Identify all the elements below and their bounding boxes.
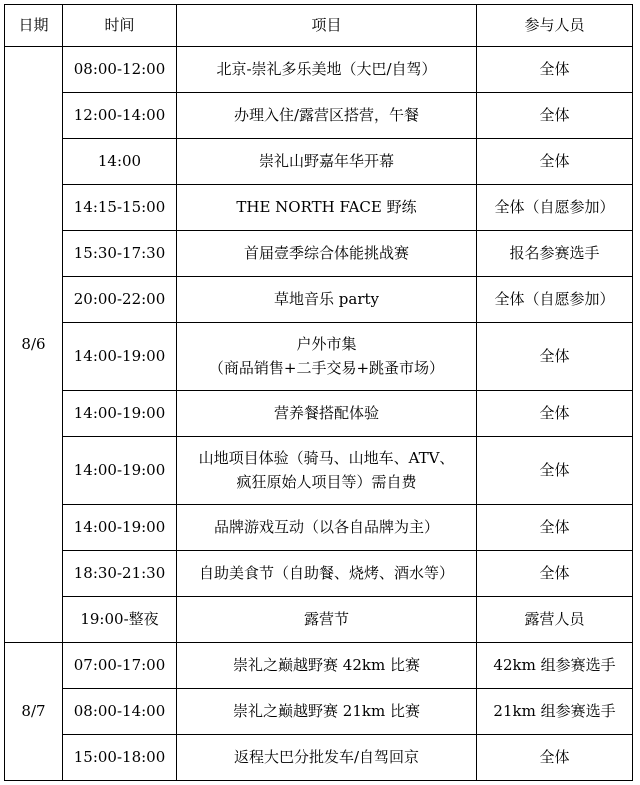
- table-row: [5, 231, 633, 277]
- item-line: 疯狂原始人项目等）需自费: [236, 472, 417, 491]
- table-row: [5, 391, 633, 437]
- table-row: [5, 437, 633, 505]
- item-line: 崇礼山野嘉年华开幕: [258, 151, 394, 170]
- participants-cell: 全体: [477, 139, 633, 185]
- schedule-table: [4, 4, 633, 781]
- item-cell: [177, 323, 477, 391]
- table-row: [5, 735, 633, 781]
- header-date: 日期: [5, 5, 63, 47]
- table-row: [5, 323, 633, 391]
- item-line: 办理入住/露营区搭营，午餐: [233, 105, 420, 124]
- participants-cell: 21km 组参赛选手: [477, 689, 633, 735]
- item-cell: [177, 93, 477, 139]
- time-cell: 14:00: [63, 139, 177, 185]
- participants-cell: 全体: [477, 551, 633, 597]
- item-cell: [177, 47, 477, 93]
- time-cell: 20:00-22:00: [63, 277, 177, 323]
- table-row: [5, 505, 633, 551]
- item-line: 自助美食节（自助餐、烧烤、酒水等）: [198, 563, 454, 582]
- participants-cell: 全体: [477, 323, 633, 391]
- table-row: [5, 47, 633, 93]
- time-cell: 12:00-14:00: [63, 93, 177, 139]
- item-line: 首届壹季综合体能挑战赛: [243, 243, 409, 262]
- time-cell: 07:00-17:00: [63, 643, 177, 689]
- item-cell: [177, 277, 477, 323]
- item-line: 露营节: [303, 609, 349, 628]
- time-cell: 14:15-15:00: [63, 185, 177, 231]
- table-row: [5, 139, 633, 185]
- time-cell: 14:00-19:00: [63, 391, 177, 437]
- item-cell: [177, 505, 477, 551]
- item-line: 品牌游戏互动（以各自品牌为主）: [213, 517, 439, 536]
- header-item: 项目: [177, 5, 477, 47]
- participants-cell: 42km 组参赛选手: [477, 643, 633, 689]
- table-row: [5, 551, 633, 597]
- item-cell: [177, 689, 477, 735]
- participants-cell: 露营人员: [477, 597, 633, 643]
- item-line: 草地音乐 party: [274, 289, 379, 308]
- table-row: [5, 597, 633, 643]
- item-line: 营养餐搭配体验: [273, 403, 379, 422]
- item-cell: [177, 231, 477, 277]
- table-row: [5, 277, 633, 323]
- item-line: 北京-崇礼多乐美地（大巴/自驾）: [216, 59, 437, 78]
- time-cell: 14:00-19:00: [63, 505, 177, 551]
- item-cell: [177, 139, 477, 185]
- participants-cell: 全体: [477, 505, 633, 551]
- item-line: 山地项目体验（骑马、山地车、ATV、: [198, 449, 455, 468]
- date-cell: 8/6: [5, 47, 63, 643]
- item-cell: [177, 391, 477, 437]
- time-cell: 19:00-整夜: [63, 597, 177, 643]
- participants-cell: 全体: [477, 47, 633, 93]
- time-cell: 14:00-19:00: [63, 437, 177, 505]
- item-cell: [177, 597, 477, 643]
- time-cell: 15:30-17:30: [63, 231, 177, 277]
- participants-cell: 全体: [477, 93, 633, 139]
- participants-cell: 全体（自愿参加）: [477, 185, 633, 231]
- participants-cell: 全体: [477, 735, 633, 781]
- time-cell: 08:00-14:00: [63, 689, 177, 735]
- table-row: [5, 689, 633, 735]
- item-cell: [177, 735, 477, 781]
- date-cell: 8/7: [5, 643, 63, 781]
- time-cell: 15:00-18:00: [63, 735, 177, 781]
- table-row: [5, 93, 633, 139]
- header-time: 时间: [63, 5, 177, 47]
- participants-cell: 全体: [477, 437, 633, 505]
- item-line: 崇礼之巅越野赛 42km 比赛: [233, 655, 420, 674]
- participants-cell: 报名参赛选手: [477, 231, 633, 277]
- item-cell: [177, 643, 477, 689]
- participants-cell: 全体: [477, 391, 633, 437]
- item-line: 返程大巴分批发车/自驾回京: [233, 747, 420, 766]
- item-line: THE NORTH FACE 野练: [236, 197, 417, 216]
- table-row: [5, 643, 633, 689]
- item-line: 户外市集: [296, 335, 357, 354]
- time-cell: 08:00-12:00: [63, 47, 177, 93]
- item-line: （商品销售+二手交易+跳蚤市场）: [208, 358, 445, 377]
- header-participants: 参与人员: [477, 5, 633, 47]
- table-row: [5, 185, 633, 231]
- time-cell: 14:00-19:00: [63, 323, 177, 391]
- schedule-body: [5, 47, 633, 781]
- time-cell: 18:30-21:30: [63, 551, 177, 597]
- item-line: 崇礼之巅越野赛 21km 比赛: [233, 701, 420, 720]
- item-cell: [177, 437, 477, 505]
- participants-cell: 全体（自愿参加）: [477, 277, 633, 323]
- item-cell: [177, 551, 477, 597]
- header-row: [5, 5, 633, 47]
- item-cell: [177, 185, 477, 231]
